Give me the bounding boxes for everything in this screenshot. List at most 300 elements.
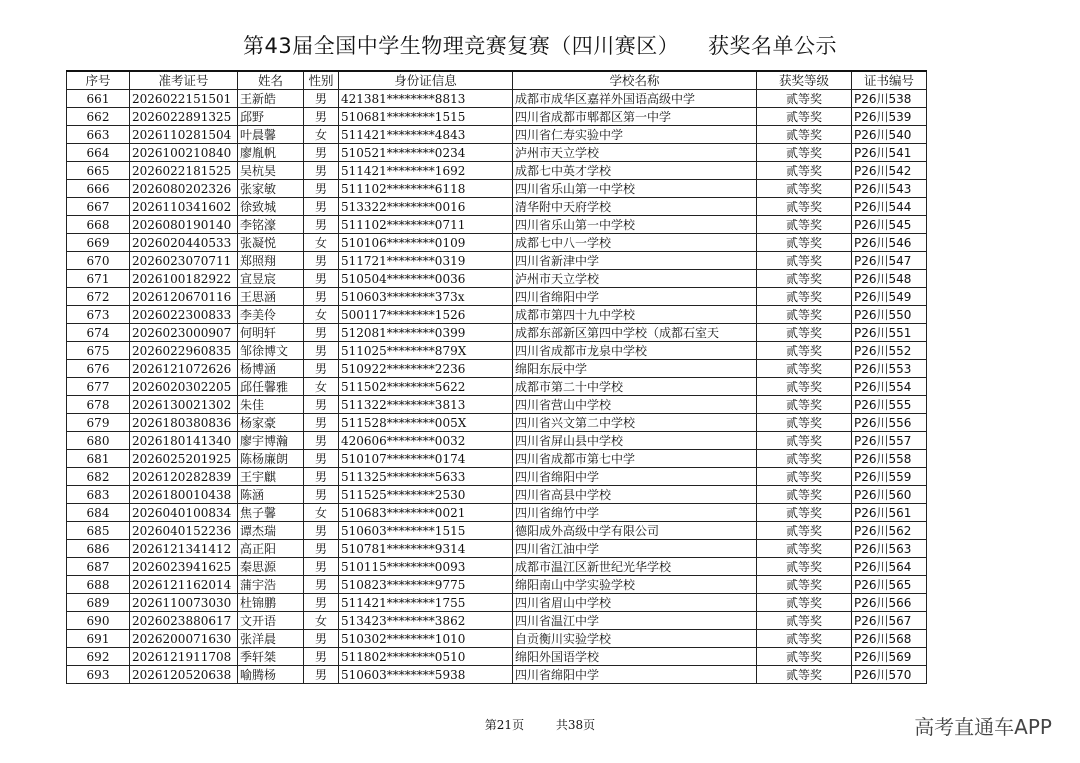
cell-name: 宣昱宸 xyxy=(238,270,304,288)
cell-cert: P26川570 xyxy=(852,666,927,684)
cell-school: 四川省眉山中学校 xyxy=(513,594,757,612)
table-header-row xyxy=(67,71,927,90)
cell-cert: P26川569 xyxy=(852,648,927,666)
cell-gender: 男 xyxy=(304,162,339,180)
cell-index: 661 xyxy=(67,90,130,108)
cell-index: 688 xyxy=(67,576,130,594)
cell-award: 贰等奖 xyxy=(757,432,852,450)
cell-id: 511102********0711 xyxy=(339,216,513,234)
col-header-school: 学校名称 xyxy=(513,71,757,90)
cell-school: 四川省江油中学 xyxy=(513,540,757,558)
cell-cert: P26川550 xyxy=(852,306,927,324)
page-title: 第43届全国中学生物理竞赛复赛（四川赛区） 获奖名单公示 xyxy=(243,34,837,58)
cell-id: 510681********1515 xyxy=(339,108,513,126)
cell-index: 691 xyxy=(67,630,130,648)
cell-exam-no: 2026023000907 xyxy=(130,324,238,342)
cell-school: 成都市温江区新世纪光华学校 xyxy=(513,558,757,576)
cell-index: 663 xyxy=(67,126,130,144)
cell-award: 贰等奖 xyxy=(757,324,852,342)
cell-award: 贰等奖 xyxy=(757,342,852,360)
cell-exam-no: 2026121072626 xyxy=(130,360,238,378)
table-body xyxy=(67,90,927,684)
table-row xyxy=(67,576,927,594)
cell-exam-no: 2026020302205 xyxy=(130,378,238,396)
table-row xyxy=(67,144,927,162)
cell-school: 德阳成外高级中学有限公司 xyxy=(513,522,757,540)
cell-gender: 男 xyxy=(304,324,339,342)
cell-gender: 男 xyxy=(304,252,339,270)
cell-name: 李铭濠 xyxy=(238,216,304,234)
cell-exam-no: 2026120520638 xyxy=(130,666,238,684)
cell-exam-no: 2026110073030 xyxy=(130,594,238,612)
cell-index: 685 xyxy=(67,522,130,540)
table-row xyxy=(67,540,927,558)
cell-cert: P26川553 xyxy=(852,360,927,378)
cell-id: 511325********5633 xyxy=(339,468,513,486)
cell-award: 贰等奖 xyxy=(757,648,852,666)
col-header-index: 序号 xyxy=(67,71,130,90)
cell-index: 670 xyxy=(67,252,130,270)
cell-exam-no: 2026120282839 xyxy=(130,468,238,486)
cell-id: 510603********1515 xyxy=(339,522,513,540)
cell-name: 李美伶 xyxy=(238,306,304,324)
cell-gender: 男 xyxy=(304,216,339,234)
cell-name: 廖胤帆 xyxy=(238,144,304,162)
table-row xyxy=(67,216,927,234)
table-row xyxy=(67,306,927,324)
cell-exam-no: 2026180141340 xyxy=(130,432,238,450)
cell-name: 朱佳 xyxy=(238,396,304,414)
cell-gender: 男 xyxy=(304,342,339,360)
cell-index: 692 xyxy=(67,648,130,666)
table-row xyxy=(67,468,927,486)
cell-index: 693 xyxy=(67,666,130,684)
col-header-name: 姓名 xyxy=(238,71,304,90)
cell-award: 贰等奖 xyxy=(757,612,852,630)
cell-exam-no: 2026100210840 xyxy=(130,144,238,162)
cell-name: 杨家豪 xyxy=(238,414,304,432)
cell-id: 511102********6118 xyxy=(339,180,513,198)
cell-id: 510521********0234 xyxy=(339,144,513,162)
cell-school: 成都市成华区嘉祥外国语高级中学 xyxy=(513,90,757,108)
cell-cert: P26川548 xyxy=(852,270,927,288)
cell-cert: P26川544 xyxy=(852,198,927,216)
cell-gender: 男 xyxy=(304,468,339,486)
cell-award: 贰等奖 xyxy=(757,630,852,648)
table-row xyxy=(67,378,927,396)
cell-index: 675 xyxy=(67,342,130,360)
cell-award: 贰等奖 xyxy=(757,450,852,468)
cell-school: 四川省绵竹中学 xyxy=(513,504,757,522)
cell-award: 贰等奖 xyxy=(757,558,852,576)
cell-school: 泸州市天立学校 xyxy=(513,270,757,288)
table-row xyxy=(67,324,927,342)
cell-id: 510115********0093 xyxy=(339,558,513,576)
cell-award: 贰等奖 xyxy=(757,234,852,252)
cell-name: 王思涵 xyxy=(238,288,304,306)
cell-gender: 女 xyxy=(304,612,339,630)
cell-gender: 男 xyxy=(304,432,339,450)
cell-exam-no: 2026200071630 xyxy=(130,630,238,648)
award-table xyxy=(66,70,927,684)
cell-school: 绵阳东辰中学 xyxy=(513,360,757,378)
cell-award: 贰等奖 xyxy=(757,306,852,324)
cell-cert: P26川546 xyxy=(852,234,927,252)
cell-cert: P26川556 xyxy=(852,414,927,432)
cell-index: 671 xyxy=(67,270,130,288)
cell-gender: 男 xyxy=(304,108,339,126)
cell-index: 668 xyxy=(67,216,130,234)
cell-name: 张家敏 xyxy=(238,180,304,198)
cell-exam-no: 2026121341412 xyxy=(130,540,238,558)
table-row xyxy=(67,450,927,468)
cell-award: 贰等奖 xyxy=(757,162,852,180)
cell-id: 511802********0510 xyxy=(339,648,513,666)
cell-index: 667 xyxy=(67,198,130,216)
cell-index: 682 xyxy=(67,468,130,486)
cell-name: 秦思源 xyxy=(238,558,304,576)
cell-index: 674 xyxy=(67,324,130,342)
cell-cert: P26川555 xyxy=(852,396,927,414)
cell-id: 511721********0319 xyxy=(339,252,513,270)
table-row xyxy=(67,666,927,684)
cell-name: 喻腾杨 xyxy=(238,666,304,684)
cell-school: 四川省兴文第二中学校 xyxy=(513,414,757,432)
cell-name: 季轩桀 xyxy=(238,648,304,666)
cell-index: 677 xyxy=(67,378,130,396)
table-row xyxy=(67,108,927,126)
cell-name: 王新皓 xyxy=(238,90,304,108)
cell-index: 673 xyxy=(67,306,130,324)
cell-award: 贰等奖 xyxy=(757,252,852,270)
cell-id: 421381********8813 xyxy=(339,90,513,108)
cell-id: 511322********3813 xyxy=(339,396,513,414)
cell-gender: 男 xyxy=(304,594,339,612)
cell-award: 贰等奖 xyxy=(757,576,852,594)
cell-name: 王宇麒 xyxy=(238,468,304,486)
cell-gender: 男 xyxy=(304,288,339,306)
table-row xyxy=(67,288,927,306)
cell-school: 绵阳外国语学校 xyxy=(513,648,757,666)
cell-school: 成都市第四十九中学校 xyxy=(513,306,757,324)
cell-index: 679 xyxy=(67,414,130,432)
table-row xyxy=(67,504,927,522)
cell-id: 513322********0016 xyxy=(339,198,513,216)
cell-cert: P26川563 xyxy=(852,540,927,558)
cell-cert: P26川541 xyxy=(852,144,927,162)
cell-index: 669 xyxy=(67,234,130,252)
table-row xyxy=(67,90,927,108)
cell-exam-no: 2026110341602 xyxy=(130,198,238,216)
cell-name: 何明轩 xyxy=(238,324,304,342)
table-row xyxy=(67,594,927,612)
cell-school: 四川省绵阳中学 xyxy=(513,666,757,684)
cell-name: 张凝悦 xyxy=(238,234,304,252)
table-row xyxy=(67,234,927,252)
cell-name: 叶晨馨 xyxy=(238,126,304,144)
cell-school: 自贡衡川实验学校 xyxy=(513,630,757,648)
cell-exam-no: 2026121162014 xyxy=(130,576,238,594)
table-row xyxy=(67,126,927,144)
cell-index: 672 xyxy=(67,288,130,306)
cell-school: 四川省屏山县中学校 xyxy=(513,432,757,450)
cell-cert: P26川554 xyxy=(852,378,927,396)
page-total: 共38页 xyxy=(555,718,596,732)
cell-exam-no: 2026180010438 xyxy=(130,486,238,504)
cell-exam-no: 2026022181525 xyxy=(130,162,238,180)
cell-id: 510106********0109 xyxy=(339,234,513,252)
cell-gender: 男 xyxy=(304,396,339,414)
cell-name: 邹徐博文 xyxy=(238,342,304,360)
cell-name: 吴杭昊 xyxy=(238,162,304,180)
col-header-cert: 证书编号 xyxy=(852,71,927,90)
cell-school: 四川省绵阳中学 xyxy=(513,288,757,306)
table-row xyxy=(67,612,927,630)
table-row xyxy=(67,162,927,180)
cell-exam-no: 2026025201925 xyxy=(130,450,238,468)
col-header-id: 身份证信息 xyxy=(339,71,513,90)
cell-cert: P26川558 xyxy=(852,450,927,468)
cell-cert: P26川545 xyxy=(852,216,927,234)
cell-exam-no: 2026040152236 xyxy=(130,522,238,540)
cell-award: 贰等奖 xyxy=(757,522,852,540)
table-row xyxy=(67,432,927,450)
cell-name: 邱野 xyxy=(238,108,304,126)
cell-index: 680 xyxy=(67,432,130,450)
cell-name: 郑照翔 xyxy=(238,252,304,270)
cell-cert: P26川564 xyxy=(852,558,927,576)
table-row xyxy=(67,198,927,216)
cell-id: 510504********0036 xyxy=(339,270,513,288)
cell-id: 511025********879X xyxy=(339,342,513,360)
cell-index: 687 xyxy=(67,558,130,576)
cell-exam-no: 2026023070711 xyxy=(130,252,238,270)
table-row xyxy=(67,252,927,270)
cell-name: 徐致城 xyxy=(238,198,304,216)
cell-award: 贰等奖 xyxy=(757,540,852,558)
cell-index: 684 xyxy=(67,504,130,522)
cell-cert: P26川562 xyxy=(852,522,927,540)
col-header-gender: 性别 xyxy=(304,71,339,90)
cell-cert: P26川561 xyxy=(852,504,927,522)
cell-id: 511421********4843 xyxy=(339,126,513,144)
cell-school: 成都市第二十中学校 xyxy=(513,378,757,396)
cell-school: 成都东部新区第四中学校（成都石室天 xyxy=(513,324,757,342)
cell-id: 510683********0021 xyxy=(339,504,513,522)
cell-school: 泸州市天立学校 xyxy=(513,144,757,162)
cell-exam-no: 2026100182922 xyxy=(130,270,238,288)
cell-exam-no: 2026180380836 xyxy=(130,414,238,432)
cell-id: 510781********9314 xyxy=(339,540,513,558)
cell-name: 廖宇博瀚 xyxy=(238,432,304,450)
cell-exam-no: 2026022300833 xyxy=(130,306,238,324)
cell-name: 蒲宇浩 xyxy=(238,576,304,594)
cell-school: 成都七中英才学校 xyxy=(513,162,757,180)
cell-cert: P26川543 xyxy=(852,180,927,198)
cell-exam-no: 2026120670116 xyxy=(130,288,238,306)
cell-gender: 女 xyxy=(304,378,339,396)
cell-school: 四川省绵阳中学 xyxy=(513,468,757,486)
table-row xyxy=(67,558,927,576)
cell-cert: P26川557 xyxy=(852,432,927,450)
cell-gender: 男 xyxy=(304,558,339,576)
cell-cert: P26川547 xyxy=(852,252,927,270)
cell-gender: 女 xyxy=(304,504,339,522)
cell-id: 500117********1526 xyxy=(339,306,513,324)
cell-award: 贰等奖 xyxy=(757,504,852,522)
cell-id: 511421********1692 xyxy=(339,162,513,180)
cell-gender: 女 xyxy=(304,306,339,324)
cell-id: 511528********005X xyxy=(339,414,513,432)
cell-award: 贰等奖 xyxy=(757,180,852,198)
cell-award: 贰等奖 xyxy=(757,396,852,414)
table-row xyxy=(67,360,927,378)
cell-id: 513423********3862 xyxy=(339,612,513,630)
cell-exam-no: 2026130021302 xyxy=(130,396,238,414)
page-number: 第21页 xyxy=(484,718,525,732)
cell-gender: 男 xyxy=(304,576,339,594)
cell-award: 贰等奖 xyxy=(757,288,852,306)
cell-award: 贰等奖 xyxy=(757,270,852,288)
cell-school: 绵阳南山中学实验学校 xyxy=(513,576,757,594)
cell-school: 四川省高县中学校 xyxy=(513,486,757,504)
cell-award: 贰等奖 xyxy=(757,378,852,396)
cell-name: 陈涵 xyxy=(238,486,304,504)
cell-cert: P26川568 xyxy=(852,630,927,648)
cell-school: 四川省乐山第一中学校 xyxy=(513,180,757,198)
cell-school: 四川省温江中学 xyxy=(513,612,757,630)
cell-school: 四川省成都市龙泉中学校 xyxy=(513,342,757,360)
cell-id: 511502********5622 xyxy=(339,378,513,396)
cell-award: 贰等奖 xyxy=(757,126,852,144)
cell-index: 665 xyxy=(67,162,130,180)
cell-index: 686 xyxy=(67,540,130,558)
cell-gender: 女 xyxy=(304,126,339,144)
cell-index: 666 xyxy=(67,180,130,198)
cell-award: 贰等奖 xyxy=(757,216,852,234)
table-row xyxy=(67,342,927,360)
cell-gender: 男 xyxy=(304,522,339,540)
cell-id: 511525********2530 xyxy=(339,486,513,504)
col-header-award: 获奖等级 xyxy=(757,71,852,90)
table-row xyxy=(67,180,927,198)
cell-exam-no: 2026022960835 xyxy=(130,342,238,360)
cell-award: 贰等奖 xyxy=(757,486,852,504)
cell-gender: 男 xyxy=(304,648,339,666)
cell-cert: P26川549 xyxy=(852,288,927,306)
cell-cert: P26川567 xyxy=(852,612,927,630)
cell-award: 贰等奖 xyxy=(757,414,852,432)
cell-gender: 男 xyxy=(304,270,339,288)
table-row xyxy=(67,648,927,666)
cell-name: 张洋晨 xyxy=(238,630,304,648)
cell-school: 清华附中天府学校 xyxy=(513,198,757,216)
cell-id: 510603********5938 xyxy=(339,666,513,684)
cell-exam-no: 2026080202326 xyxy=(130,180,238,198)
cell-gender: 男 xyxy=(304,180,339,198)
cell-index: 664 xyxy=(67,144,130,162)
cell-gender: 男 xyxy=(304,486,339,504)
cell-gender: 男 xyxy=(304,360,339,378)
cell-cert: P26川542 xyxy=(852,162,927,180)
cell-index: 683 xyxy=(67,486,130,504)
cell-cert: P26川565 xyxy=(852,576,927,594)
table-row xyxy=(67,270,927,288)
cell-school: 成都七中八一学校 xyxy=(513,234,757,252)
cell-school: 四川省成都市第七中学 xyxy=(513,450,757,468)
cell-id: 510107********0174 xyxy=(339,450,513,468)
cell-award: 贰等奖 xyxy=(757,90,852,108)
cell-cert: P26川566 xyxy=(852,594,927,612)
cell-award: 贰等奖 xyxy=(757,198,852,216)
cell-index: 690 xyxy=(67,612,130,630)
cell-name: 陈杨廉朗 xyxy=(238,450,304,468)
cell-exam-no: 2026110281504 xyxy=(130,126,238,144)
cell-cert: P26川551 xyxy=(852,324,927,342)
cell-index: 676 xyxy=(67,360,130,378)
cell-exam-no: 2026022891325 xyxy=(130,108,238,126)
cell-name: 谭杰瑞 xyxy=(238,522,304,540)
cell-school: 四川省乐山第一中学校 xyxy=(513,216,757,234)
cell-cert: P26川559 xyxy=(852,468,927,486)
cell-name: 文开语 xyxy=(238,612,304,630)
cell-name: 高正阳 xyxy=(238,540,304,558)
cell-school: 四川省营山中学校 xyxy=(513,396,757,414)
cell-index: 662 xyxy=(67,108,130,126)
cell-gender: 男 xyxy=(304,144,339,162)
table-row xyxy=(67,522,927,540)
cell-cert: P26川539 xyxy=(852,108,927,126)
cell-index: 681 xyxy=(67,450,130,468)
cell-id: 510823********9775 xyxy=(339,576,513,594)
cell-index: 678 xyxy=(67,396,130,414)
table-row xyxy=(67,414,927,432)
cell-cert: P26川538 xyxy=(852,90,927,108)
cell-gender: 男 xyxy=(304,666,339,684)
cell-id: 420606********0032 xyxy=(339,432,513,450)
col-header-exam-no: 准考证号 xyxy=(130,71,238,90)
cell-award: 贰等奖 xyxy=(757,144,852,162)
cell-exam-no: 2026020440533 xyxy=(130,234,238,252)
cell-name: 杨博涵 xyxy=(238,360,304,378)
table-row xyxy=(67,486,927,504)
cell-id: 510922********2236 xyxy=(339,360,513,378)
cell-name: 焦子馨 xyxy=(238,504,304,522)
cell-index: 689 xyxy=(67,594,130,612)
cell-id: 511421********1755 xyxy=(339,594,513,612)
cell-exam-no: 2026023941625 xyxy=(130,558,238,576)
cell-award: 贰等奖 xyxy=(757,594,852,612)
table-row xyxy=(67,396,927,414)
cell-name: 邱任馨雅 xyxy=(238,378,304,396)
cell-gender: 男 xyxy=(304,540,339,558)
cell-cert: P26川552 xyxy=(852,342,927,360)
cell-exam-no: 2026022151501 xyxy=(130,90,238,108)
cell-cert: P26川560 xyxy=(852,486,927,504)
cell-gender: 男 xyxy=(304,198,339,216)
cell-gender: 男 xyxy=(304,414,339,432)
cell-school: 四川省新津中学 xyxy=(513,252,757,270)
cell-exam-no: 2026040100834 xyxy=(130,504,238,522)
cell-id: 512081********0399 xyxy=(339,324,513,342)
cell-award: 贰等奖 xyxy=(757,360,852,378)
cell-gender: 男 xyxy=(304,450,339,468)
cell-exam-no: 2026121911708 xyxy=(130,648,238,666)
cell-school: 四川省仁寿实验中学 xyxy=(513,126,757,144)
table-row xyxy=(67,630,927,648)
cell-gender: 男 xyxy=(304,90,339,108)
cell-award: 贰等奖 xyxy=(757,108,852,126)
